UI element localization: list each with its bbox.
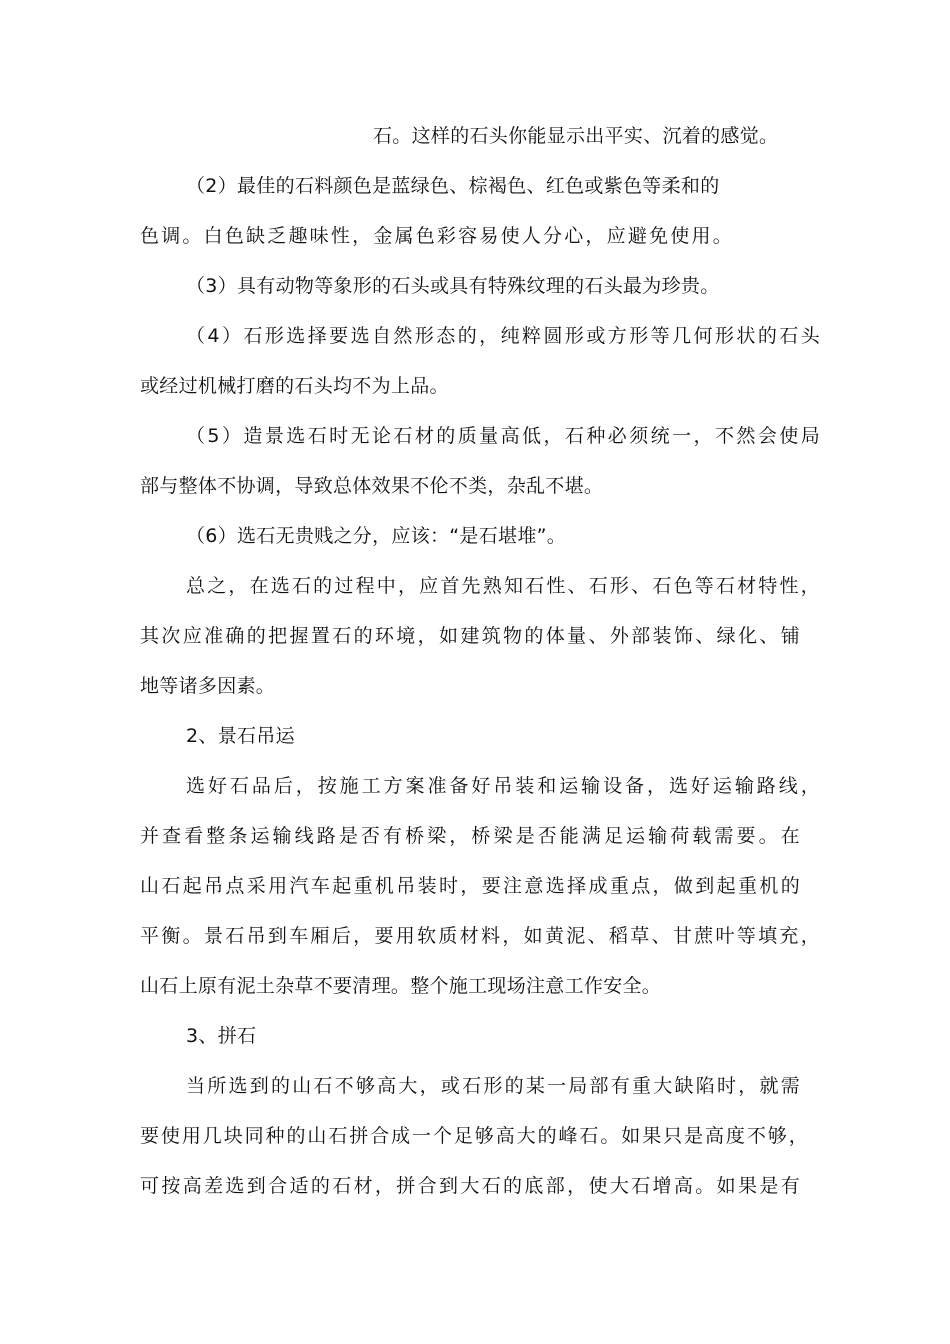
section-heading: 2、景石吊运 bbox=[186, 725, 295, 747]
text-line: 山石起吊点采用汽车起重机吊装时，要注意选择成重点，做到起重机的 bbox=[140, 875, 800, 897]
text-line: 石。这样的石头你能显示出平实、沉着的感觉。 bbox=[373, 125, 779, 147]
text-line: （2）最佳的石料颜色是蓝绿色、棕褐色、红色或紫色等柔和的 bbox=[186, 175, 720, 197]
section-heading: 3、拼石 bbox=[186, 1025, 257, 1047]
text-line: （6）选石无贵贱之分，应该：“是石堪堆”。 bbox=[186, 525, 567, 547]
text-line: 部与整体不协调，导致总体效果不伦不类，杂乱不堪。 bbox=[140, 475, 604, 497]
text-line: 并查看整条运输线路是否有桥梁，桥梁是否能满足运输荷载需要。在 bbox=[140, 825, 800, 847]
text-line: 其次应准确的把握置石的环境，如建筑物的体量、外部装饰、绿化、铺 bbox=[140, 625, 800, 647]
text-line: 平衡。景石吊到车厢后，要用软质材料，如黄泥、稻草、甘蔗叶等填充， bbox=[140, 925, 820, 947]
text-line: 或经过机械打磨的石头均不为上品。 bbox=[140, 375, 449, 397]
text-line: 选好石品后，按施工方案准备好吊装和运输设备，选好运输路线， bbox=[186, 775, 820, 797]
text-line: （3）具有动物等象形的石头或具有特殊纹理的石头最为珍贵。 bbox=[186, 275, 720, 297]
text-line: （5）造景选石时无论石材的质量高低，石种必须统一，不然会使局 bbox=[186, 425, 820, 447]
text-line: 色调。白色缺乏趣味性，金属色彩容易使人分心，应避免使用。 bbox=[140, 225, 732, 247]
text-line: 当所选到的山石不够高大，或石形的某一局部有重大缺陷时，就需 bbox=[186, 1075, 800, 1097]
text-line: （4）石形选择要选自然形态的，纯粹圆形或方形等几何形状的石头 bbox=[186, 325, 820, 347]
text-line: 山石上原有泥土杂草不要清理。整个施工现场注意工作安全。 bbox=[140, 975, 662, 997]
text-line: 要使用几块同种的山石拼合成一个足够高大的峰石。如果只是高度不够， bbox=[140, 1125, 808, 1147]
text-line: 总之，在选石的过程中，应首先熟知石性、石形、石色等石材特性， bbox=[186, 575, 820, 597]
text-line: 地等诸多因素。 bbox=[140, 675, 276, 697]
text-line: 可按高差选到合适的石材，拼合到大石的底部，使大石增高。如果是有 bbox=[140, 1175, 800, 1197]
